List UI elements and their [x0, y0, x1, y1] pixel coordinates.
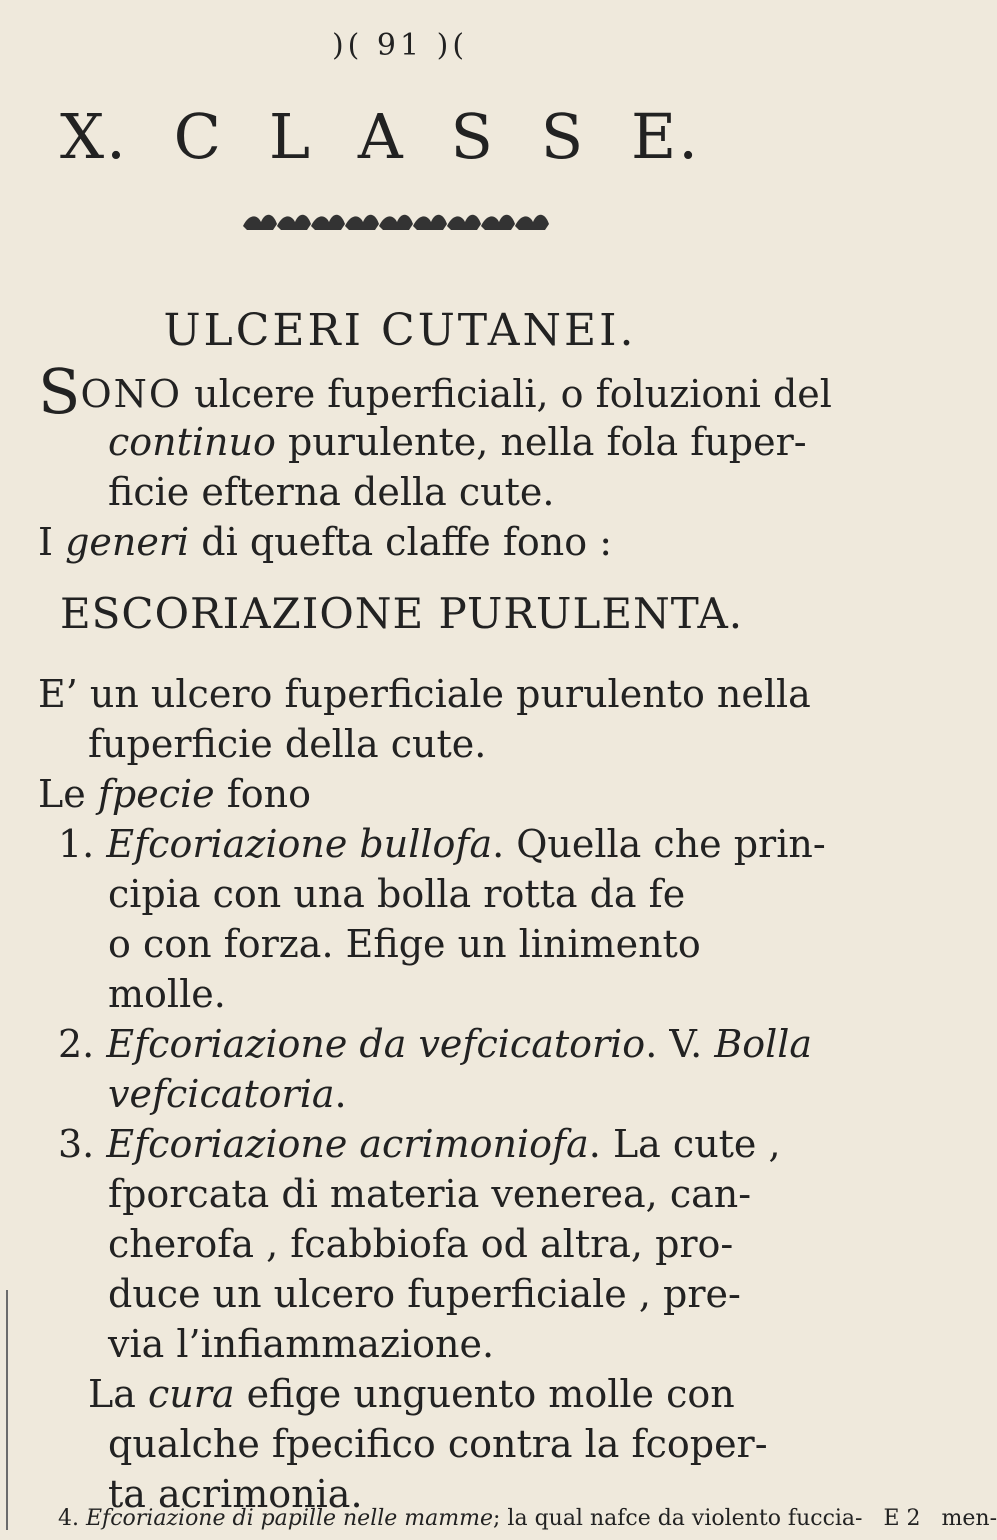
- page-number: )( 91 )(: [331, 28, 469, 63]
- page-edge-shadow: [6, 1290, 8, 1530]
- signature-mark: E 2: [883, 1506, 921, 1531]
- cura-line: [88, 1370, 735, 1418]
- drop-cap: S: [38, 355, 81, 428]
- italic-term: fpecie: [97, 772, 215, 816]
- item-text: molle.: [108, 972, 226, 1016]
- italic-term: generi: [65, 520, 190, 564]
- cross-reference: vefcicatoria: [108, 1072, 335, 1116]
- list-item: [58, 1506, 997, 1532]
- intro-text: purulente, nella fola fuper-: [275, 420, 807, 464]
- intro-line: [38, 355, 832, 428]
- chapter-heading: [60, 100, 700, 173]
- intro-text: I: [38, 520, 66, 564]
- item-text: cipia con una bolla rotta da fe: [108, 872, 686, 916]
- intro-line: ficie efterna della cute.: [108, 470, 555, 514]
- chapter-heading-letter: S: [450, 100, 495, 173]
- intro-line: [38, 518, 612, 566]
- item-name: Efcoriazione di papille nelle mamme: [86, 1506, 493, 1531]
- chapter-heading-letter: L: [268, 100, 313, 173]
- item-text: via l’infiammazione.: [108, 1322, 495, 1366]
- species-text: Le: [38, 772, 98, 816]
- item-text: duce un ulcero fuperficiale , pre-: [108, 1272, 741, 1316]
- species-text: fono: [214, 772, 311, 816]
- italic-term: continuo: [108, 420, 276, 464]
- subheading: ESCORIAZIONE PURULENTA.: [60, 589, 744, 638]
- item-text: fporcata di materia venerea, can-: [108, 1172, 752, 1216]
- item-text: . La cute ,: [588, 1122, 781, 1166]
- item-number: 1.: [58, 822, 95, 866]
- list-item: [58, 1020, 812, 1068]
- decorative-ornament-rule: [235, 200, 565, 240]
- list-item: [58, 820, 826, 868]
- chapter-heading-letter: C: [173, 100, 224, 173]
- item-number: 3.: [58, 1122, 95, 1166]
- section-title: ULCERI CUTANEI.: [163, 305, 637, 356]
- chapter-heading-letter: E.: [631, 100, 700, 173]
- item-text: o con forza. Efige un linimento: [108, 922, 701, 966]
- list-item-continuation: [108, 1070, 347, 1118]
- species-line: [38, 770, 311, 818]
- intro-line: [108, 418, 807, 466]
- item-number: 2.: [58, 1022, 95, 1066]
- item-name: Efcoriazione da vefcicatorio: [106, 1022, 646, 1066]
- cura-text: qualche fpecifico contra la fcoper-: [108, 1422, 768, 1466]
- item-text: . V.: [645, 1022, 715, 1066]
- item-text: ;: [493, 1506, 501, 1531]
- item-text: . Quella che prin-: [492, 822, 826, 866]
- chapter-heading-letter: X.: [60, 100, 128, 173]
- item-text: la qual nafce da violento fuccia-: [507, 1506, 863, 1531]
- chapter-heading-letter: A: [357, 100, 405, 173]
- item-name: Efcoriazione bullofa: [106, 822, 493, 866]
- list-item: [58, 1120, 781, 1168]
- cura-text: ta acrimonia.: [108, 1472, 363, 1516]
- item-name: Efcoriazione acrimoniofa: [106, 1122, 589, 1166]
- small-caps-word: ONO: [80, 372, 183, 416]
- definition-line: E’ un ulcero fuperficiale purulento nella: [38, 672, 811, 716]
- definition-line: fuperficie della cute.: [88, 722, 487, 766]
- intro-text: ulcere fuperficiali, o foluzioni del: [182, 372, 832, 416]
- chapter-heading-letter: S: [540, 100, 586, 173]
- intro-text: di quefta claffe fono :: [189, 520, 613, 564]
- item-text: .: [334, 1072, 347, 1116]
- catchword: men-: [941, 1506, 997, 1531]
- cross-reference: Bolla: [714, 1022, 813, 1066]
- cura-text: efige unguento molle con: [234, 1372, 735, 1416]
- cura-text: La: [88, 1372, 148, 1416]
- item-text: cherofa , fcabbiofa od altra, pro-: [108, 1222, 734, 1266]
- italic-term: cura: [147, 1372, 235, 1416]
- item-number: 4.: [58, 1506, 79, 1531]
